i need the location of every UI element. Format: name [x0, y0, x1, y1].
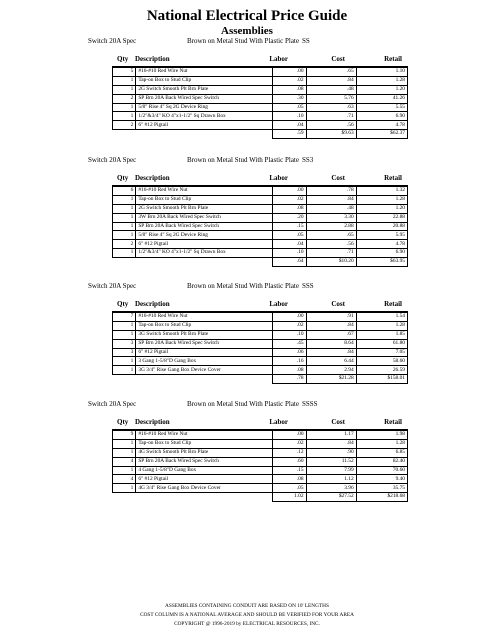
retail-total: $63.95 [356, 258, 407, 267]
cost-cell: .91 [306, 313, 356, 322]
footer-note-conduit: ASSEMBLIES CONTAINING CONDUIT ARE BASED ON 10' LENGTHS [165, 603, 329, 609]
description-cell: 2G Switch Smooth Plt Brn Plate [136, 204, 272, 213]
description-cell: Tap-on Box to Stud Clip [136, 439, 272, 448]
cost-cell: .84 [306, 348, 356, 357]
retail-cell: 1.28 [356, 195, 407, 204]
table-row [113, 195, 408, 204]
description-cell: 4 Gang 1-5/8"D Gang Box [136, 466, 272, 475]
assembly-code: SS3 [302, 156, 314, 164]
blank-cell [113, 493, 136, 502]
description-cell: 1/2"&3/4" KO 4"x1-1/2" Sq Drawn Box [136, 112, 272, 121]
qty-cell: 4 [113, 475, 136, 484]
retail-total: $218.68 [356, 493, 407, 502]
cost-cell: .71 [306, 112, 356, 121]
assembly-section [0, 156, 494, 267]
col-description-header: Description [135, 300, 170, 308]
col-labor-header: Labor [269, 55, 288, 63]
table-row [113, 457, 408, 466]
qty-cell: 1 [113, 249, 136, 258]
description-cell: 3 Gang 1-5/8"D Gang Box [136, 357, 272, 366]
labor-total: .64 [272, 258, 306, 267]
assembly-name: Switch 20A Spec [88, 282, 137, 290]
labor-cell: .15 [272, 466, 306, 475]
col-cost-header: Cost [331, 55, 345, 63]
blank-cell [113, 375, 136, 384]
labor-cell: .02 [272, 439, 306, 448]
labor-cell: .05 [272, 484, 306, 493]
cost-cell: .84 [306, 76, 356, 85]
retail-cell: 5.55 [356, 103, 407, 112]
retail-cell: 22.88 [356, 213, 407, 222]
cost-cell: .90 [306, 448, 356, 457]
qty-cell: 1 [113, 330, 136, 339]
retail-total: $62.37 [356, 130, 407, 139]
col-retail-header: Retail [384, 174, 402, 182]
blank-cell [113, 130, 136, 139]
table-row [113, 240, 408, 249]
assembly-section [0, 37, 494, 139]
totals-row [113, 130, 408, 139]
assembly-code: SSS [302, 282, 314, 290]
description-cell: #16-#10 Red Wire Nut [136, 187, 272, 196]
description-cell: 4G 3/4" Rise Gang Box Device Cover [136, 484, 272, 493]
table-row [113, 448, 408, 457]
retail-cell: 6.85 [356, 448, 407, 457]
cost-cell: .65 [306, 231, 356, 240]
table-row [113, 94, 408, 103]
cost-cell: 11.52 [306, 457, 356, 466]
table-row [113, 112, 408, 121]
retail-cell: 1.28 [356, 439, 407, 448]
section-header [0, 400, 494, 412]
totals-row [113, 493, 408, 502]
cost-cell: .71 [306, 249, 356, 258]
description-cell: 5/8" Rise 4" Sq 2G Device Ring [136, 103, 272, 112]
description-cell: Tap-on Box to Stud Clip [136, 76, 272, 85]
cost-cell: .56 [306, 240, 356, 249]
assembly-name: Switch 20A Spec [88, 156, 137, 164]
table-row [113, 348, 408, 357]
qty-cell: 1 [113, 103, 136, 112]
table-row [113, 231, 408, 240]
col-qty-header: Qty [117, 418, 129, 426]
table-row [113, 439, 408, 448]
description-cell: #16-#10 Red Wire Nut [136, 431, 272, 440]
description-cell: #16-#10 Red Wire Nut [136, 68, 272, 77]
qty-cell: 3 [113, 339, 136, 348]
retail-cell: 6.90 [356, 249, 407, 258]
col-retail-header: Retail [384, 418, 402, 426]
blank-cell [136, 493, 272, 502]
table-row [113, 249, 408, 258]
col-qty-header: Qty [117, 55, 129, 63]
totals-row [113, 375, 408, 384]
col-qty-header: Qty [117, 174, 129, 182]
cost-cell: .84 [306, 439, 356, 448]
description-cell: SP Brn 20A Back Wired Spec Switch [136, 222, 272, 231]
qty-cell: 1 [113, 466, 136, 475]
cost-cell: 5.76 [306, 94, 356, 103]
retail-cell: 26.59 [356, 366, 407, 375]
cost-total: $10.20 [306, 258, 356, 267]
labor-cell: .12 [272, 448, 306, 457]
table-row [113, 431, 408, 440]
qty-cell: 1 [113, 195, 136, 204]
cost-cell: 1.12 [306, 475, 356, 484]
labor-total: .78 [272, 375, 306, 384]
labor-cell: .00 [272, 431, 306, 440]
section-header [0, 282, 494, 294]
retail-cell: 4.78 [356, 121, 407, 130]
table-row [113, 475, 408, 484]
qty-cell: 1 [113, 213, 136, 222]
qty-cell: 1 [113, 439, 136, 448]
description-cell: 6" #12 Pigtail [136, 475, 272, 484]
assembly-code: SS [302, 37, 310, 45]
footer-copyright: COPYRIGHT @ 1996-2019 by ELECTRICAL RESOURCES, INC. [174, 621, 320, 627]
cost-cell: .48 [306, 85, 356, 94]
section-header [0, 37, 494, 49]
items-table [112, 186, 408, 267]
qty-cell: 2 [113, 240, 136, 249]
table-row [113, 121, 408, 130]
labor-cell: .10 [272, 112, 306, 121]
labor-cell: .08 [272, 366, 306, 375]
assembly-section [0, 400, 494, 502]
cost-cell: 8.64 [306, 339, 356, 348]
cost-cell: 2.88 [306, 222, 356, 231]
table-row [113, 187, 408, 196]
qty-cell: 1 [113, 448, 136, 457]
retail-total: $158.01 [356, 375, 407, 384]
qty-cell: 1 [113, 357, 136, 366]
labor-cell: .10 [272, 330, 306, 339]
description-cell: 2G Switch Smooth Plt Brn Plate [136, 85, 272, 94]
table-row [113, 103, 408, 112]
retail-cell: 4.78 [356, 240, 407, 249]
cost-cell: 7.99 [306, 466, 356, 475]
qty-cell: 1 [113, 85, 136, 94]
labor-cell: .02 [272, 321, 306, 330]
retail-cell: 70.60 [356, 466, 407, 475]
table-row [113, 321, 408, 330]
col-retail-header: Retail [384, 300, 402, 308]
qty-cell: 1 [113, 484, 136, 493]
col-labor-header: Labor [269, 418, 288, 426]
section-header [0, 156, 494, 168]
qty-cell: 1 [113, 76, 136, 85]
column-headers [0, 173, 494, 184]
cost-cell: 6.44 [306, 357, 356, 366]
cost-cell: 3.30 [306, 213, 356, 222]
labor-cell: .00 [272, 68, 306, 77]
items-table [112, 430, 408, 502]
description-cell: #16-#10 Red Wire Nut [136, 313, 272, 322]
column-headers [0, 417, 494, 428]
table-row [113, 366, 408, 375]
description-cell: 1/2"&3/4" KO 4"x1-1/2" Sq Drawn Box [136, 249, 272, 258]
footer-note-cost: COST COLUMN IS A NATIONAL AVERAGE AND SHOULD BE VERIFIED FOR YOUR AREA [140, 612, 354, 618]
blank-cell [113, 258, 136, 267]
description-cell: SP Brn 20A Back Wired Spec Switch [136, 94, 272, 103]
qty-cell: 3 [113, 348, 136, 357]
table-row [113, 330, 408, 339]
description-cell: SP Brn 20A Back Wired Spec Switch [136, 339, 272, 348]
col-labor-header: Labor [269, 300, 288, 308]
qty-cell: 1 [113, 204, 136, 213]
col-retail-header: Retail [384, 55, 402, 63]
qty-cell: 9 [113, 431, 136, 440]
blank-cell [136, 375, 272, 384]
description-cell: 3G Switch Smooth Plt Brn Plate [136, 330, 272, 339]
assembly-name: Switch 20A Spec [88, 400, 137, 408]
labor-cell: .00 [272, 313, 306, 322]
retail-cell: 61.80 [356, 339, 407, 348]
labor-total: .59 [272, 130, 306, 139]
cost-cell: .84 [306, 321, 356, 330]
retail-cell: 1.85 [356, 330, 407, 339]
retail-cell: 1.28 [356, 76, 407, 85]
qty-cell: 2 [113, 121, 136, 130]
qty-cell: 6 [113, 187, 136, 196]
col-description-header: Description [135, 174, 170, 182]
column-headers [0, 54, 494, 65]
labor-total: 1.02 [272, 493, 306, 502]
labor-cell: .20 [272, 213, 306, 222]
items-table [112, 67, 408, 139]
cost-cell: .78 [306, 187, 356, 196]
table-row [113, 466, 408, 475]
retail-cell: 1.10 [356, 68, 407, 77]
retail-cell: 5.95 [356, 231, 407, 240]
blank-cell [136, 258, 272, 267]
labor-cell: .04 [272, 121, 306, 130]
items-table [112, 312, 408, 384]
table-row [113, 68, 408, 77]
labor-cell: .30 [272, 94, 306, 103]
table-row [113, 85, 408, 94]
table-row [113, 76, 408, 85]
labor-cell: .60 [272, 457, 306, 466]
qty-cell: 1 [113, 231, 136, 240]
table-row [113, 357, 408, 366]
page-title: National Electrical Price Guide [146, 8, 348, 24]
cost-cell: .84 [306, 195, 356, 204]
qty-cell: 1 [113, 222, 136, 231]
retail-cell: 1.20 [356, 85, 407, 94]
labor-cell: .04 [272, 240, 306, 249]
col-description-header: Description [135, 55, 170, 63]
description-cell: 3G 3/4" Rise Gang Box Device Cover [136, 366, 272, 375]
retail-cell: 35.75 [356, 484, 407, 493]
col-labor-header: Labor [269, 174, 288, 182]
totals-row [113, 258, 408, 267]
table-row [113, 313, 408, 322]
cost-cell: 3.96 [306, 484, 356, 493]
cost-cell: .63 [306, 103, 356, 112]
labor-cell: .00 [272, 187, 306, 196]
qty-cell: 2 [113, 94, 136, 103]
description-cell: Tap-on Box to Stud Clip [136, 321, 272, 330]
description-cell: 6" #12 Pigtail [136, 121, 272, 130]
labor-cell: .05 [272, 231, 306, 240]
qty-cell: 1 [113, 112, 136, 121]
cost-cell: .65 [306, 68, 356, 77]
description-cell: 3W Brn 20A Back Wired Spec Switch [136, 213, 272, 222]
retail-cell: 82.40 [356, 457, 407, 466]
qty-cell: 4 [113, 457, 136, 466]
labor-cell: .08 [272, 85, 306, 94]
retail-cell: 41.26 [356, 94, 407, 103]
col-cost-header: Cost [331, 174, 345, 182]
qty-cell: 1 [113, 321, 136, 330]
cost-cell: .67 [306, 330, 356, 339]
retail-cell: 1.54 [356, 313, 407, 322]
labor-cell: .45 [272, 339, 306, 348]
labor-cell: .02 [272, 76, 306, 85]
table-row [113, 222, 408, 231]
col-cost-header: Cost [331, 418, 345, 426]
cost-total: $9.63 [306, 130, 356, 139]
retail-cell: 1.20 [356, 204, 407, 213]
description-cell: Tap-on Box to Stud Clip [136, 195, 272, 204]
qty-cell: 7 [113, 313, 136, 322]
labor-cell: .02 [272, 195, 306, 204]
labor-cell: .15 [272, 222, 306, 231]
labor-cell: .08 [272, 204, 306, 213]
column-headers [0, 299, 494, 310]
description-cell: 4G Switch Smooth Plt Brn Plate [136, 448, 272, 457]
assembly-description: Brown on Metal Stud With Plastic Plate [187, 282, 299, 290]
assembly-section [0, 282, 494, 384]
col-qty-header: Qty [117, 300, 129, 308]
assembly-name: Switch 20A Spec [88, 37, 137, 45]
retail-cell: 20.88 [356, 222, 407, 231]
retail-cell: 1.32 [356, 187, 407, 196]
cost-total: $21.28 [306, 375, 356, 384]
assembly-code: SSSS [302, 400, 318, 408]
retail-cell: 1.98 [356, 431, 407, 440]
cost-total: $27.52 [306, 493, 356, 502]
description-cell: 6" #12 Pigtail [136, 348, 272, 357]
table-row [113, 484, 408, 493]
retail-cell: 7.05 [356, 348, 407, 357]
labor-cell: .10 [272, 249, 306, 258]
retail-cell: 1.28 [356, 321, 407, 330]
table-row [113, 213, 408, 222]
page-subtitle: Assemblies [221, 25, 273, 37]
table-row [113, 204, 408, 213]
labor-cell: .08 [272, 475, 306, 484]
labor-cell: .05 [272, 103, 306, 112]
table-row [113, 339, 408, 348]
assembly-description: Brown on Metal Stud With Plastic Plate [187, 37, 299, 45]
labor-cell: .16 [272, 357, 306, 366]
retail-cell: 58.60 [356, 357, 407, 366]
cost-cell: 2.94 [306, 366, 356, 375]
assembly-description: Brown on Metal Stud With Plastic Plate [187, 400, 299, 408]
labor-cell: .06 [272, 348, 306, 357]
qty-cell: 1 [113, 366, 136, 375]
assembly-description: Brown on Metal Stud With Plastic Plate [187, 156, 299, 164]
retail-cell: 9.40 [356, 475, 407, 484]
blank-cell [136, 130, 272, 139]
description-cell: 5/8" Rise 4" Sq 2G Device Ring [136, 231, 272, 240]
retail-cell: 6.90 [356, 112, 407, 121]
description-cell: 6" #12 Pigtail [136, 240, 272, 249]
col-cost-header: Cost [331, 300, 345, 308]
qty-cell: 5 [113, 68, 136, 77]
cost-cell: 1.17 [306, 431, 356, 440]
col-description-header: Description [135, 418, 170, 426]
description-cell: SP Brn 20A Back Wired Spec Switch [136, 457, 272, 466]
cost-cell: .56 [306, 121, 356, 130]
cost-cell: .48 [306, 204, 356, 213]
